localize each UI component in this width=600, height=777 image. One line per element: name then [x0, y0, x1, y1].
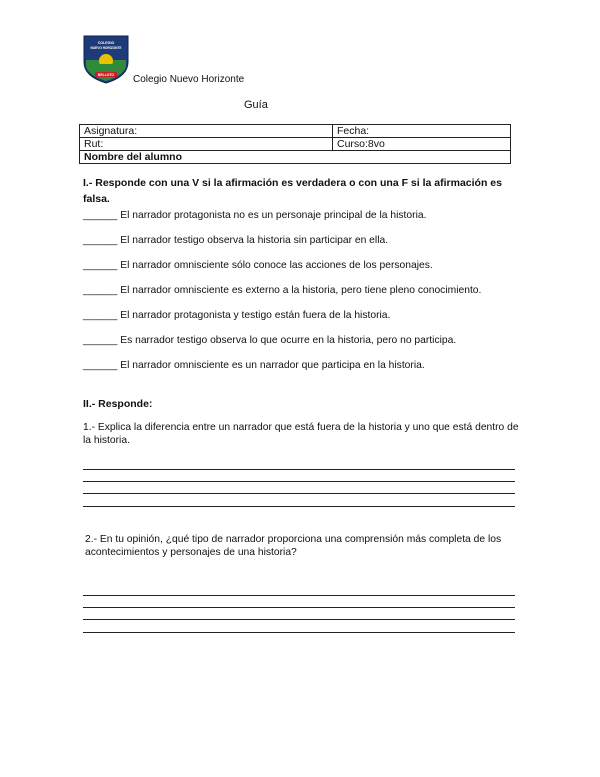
- true-false-item: ______ El narrador omnisciente sólo conoce las acciones de los personajes.: [83, 260, 433, 271]
- section-one-heading: I.- Responde con una V si la afirmación es verdadera o con una F si la afirmación es falsa.: [83, 177, 502, 205]
- table-row: [80, 151, 511, 164]
- answer-line: [83, 619, 515, 620]
- rut-cell: Rut:: [80, 138, 333, 151]
- true-false-item: ______ El narrador omnisciente es externo a la historia, pero tiene pleno conocimiento.: [83, 285, 482, 296]
- section-two-heading: II.- Responde:: [83, 398, 153, 410]
- true-false-item: ______ El narrador protagonista no es un personaje principal de la historia.: [83, 210, 427, 221]
- answer-line: [83, 607, 515, 608]
- answer-line: [83, 506, 515, 507]
- school-crest-logo: [82, 34, 130, 84]
- date-cell: Fecha:: [333, 125, 511, 138]
- true-false-item: ______ El narrador protagonista y testigo están fuera de la historia.: [83, 310, 391, 321]
- true-false-item: ______ Es narrador testigo observa lo que ocurre en la historia, pero no participa.: [83, 335, 457, 346]
- true-false-item: ______ El narrador omnisciente es un narrador que participa en la historia.: [83, 360, 425, 371]
- true-false-item: ______ El narrador testigo observa la historia sin participar en ella.: [83, 235, 389, 246]
- student-name-cell: Nombre del alumno: [80, 151, 511, 164]
- answer-line: [83, 632, 515, 633]
- crest-text-bottom: BELLOTO: [97, 73, 115, 77]
- subject-cell: Asignatura:: [80, 125, 333, 138]
- course-cell: Curso:8vo: [333, 138, 511, 151]
- school-name: Colegio Nuevo Horizonte: [133, 74, 245, 85]
- table-row: [80, 138, 511, 151]
- document-title: Guía: [244, 99, 268, 111]
- question-two: 2.- En tu opinión, ¿qué tipo de narrador proporciona una comprensión más completa de los acontecimientos y personajes de una historia?: [85, 534, 502, 558]
- answer-line: [83, 469, 515, 470]
- answer-line: [83, 595, 515, 596]
- question-one: 1.- Explica la diferencia entre un narrador que está fuera de la historia y uno que está dentro de la historia.: [83, 422, 519, 446]
- student-info-table: [79, 124, 511, 164]
- answer-line: [83, 493, 515, 494]
- crest-text-top: COLEGIO: [97, 41, 115, 45]
- table-row: [80, 125, 511, 138]
- crest-text-mid: NUEVO HORIZONTE: [90, 46, 122, 50]
- answer-line: [83, 481, 515, 482]
